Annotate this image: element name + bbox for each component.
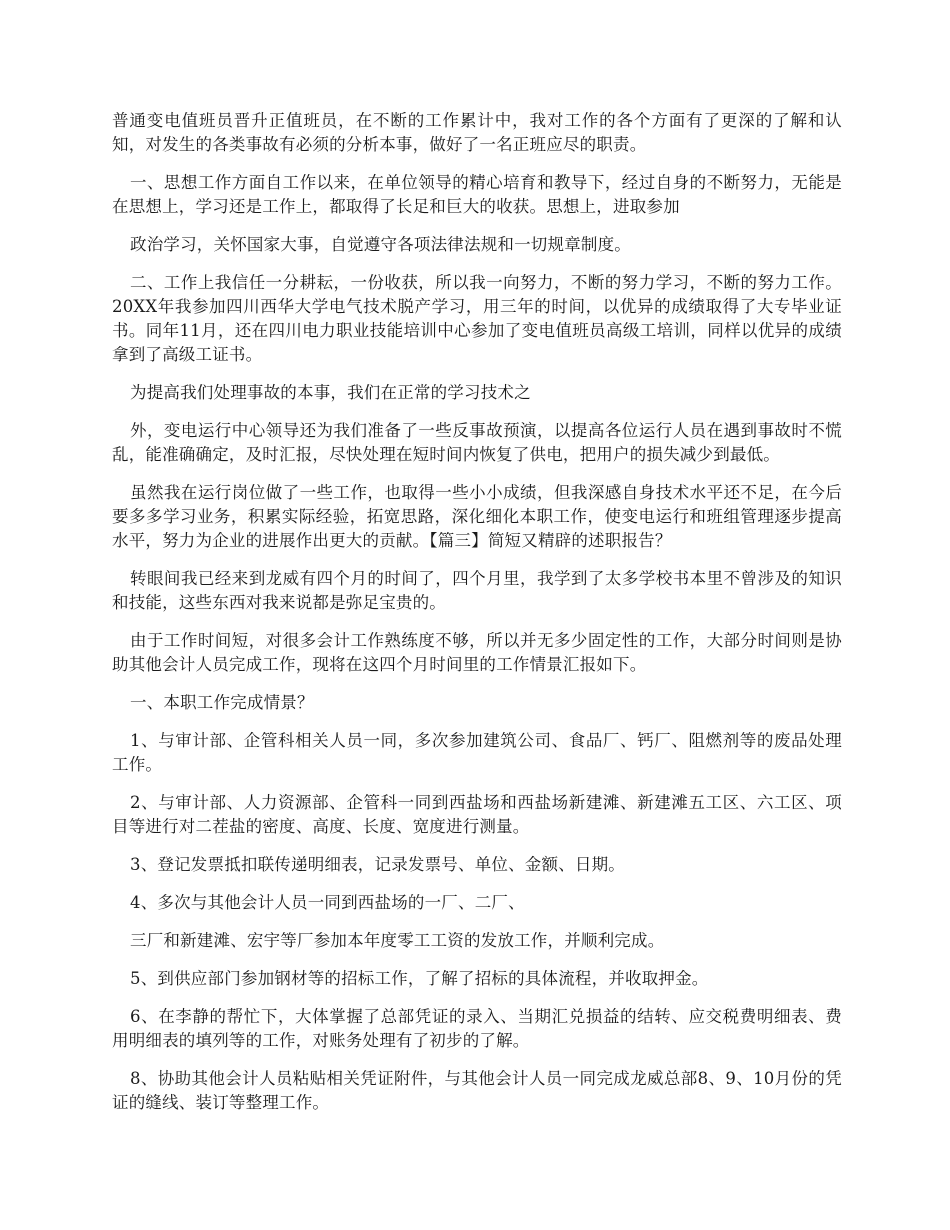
paragraph-self-assessment: 虽然我在运行岗位做了一些工作，也取得一些小小成绩，但我深感自身技术水平还不足，在今后要多多学习业务，积累实际经验，拓宽思路，深化细化本职工作，使变电运行和班组管理逐步提高水平，努力为企业的进展作出更大的贡献。【篇三】简短又精辟的述职报告？ [112,483,842,550]
paragraph-thought-work: 一、思想工作方面自工作以来，在单位领导的精心培育和教导下，经过自身的不断努力，无能是在思想上，学习还是工作上，都取得了长足和巨大的收获。思想上，进取参加 [112,173,842,216]
document-page [112,109,842,1129]
list-item-4: 4、多次与其他会计人员一同到西盐场的一厂、二厂、 [130,893,525,912]
paragraph-drills: 外，变电运行中心领导还为我们准备了一些反事故预演，以提高各位运行人员在遇到事故时不慌乱，能准确确定，及时汇报，尽快处理在短时间内恢复了供电，把用户的损失减少到最低。 [112,421,842,464]
section-heading-duties: 一、本职工作完成情景？ [130,693,314,712]
list-item-3: 3、登记发票抵扣联传递明细表，记录发票号、单位、金额、日期。 [130,855,625,874]
list-item-8: 8、协助其他会计人员粘贴相关凭证附件，与其他会计人员一同完成龙威总部8、9、10月份的凭证的缝线、装订等整理工作。 [112,1069,842,1112]
paragraph-accident-handling: 为提高我们处理事故的本事，我们在正常的学习技术之 [130,383,531,402]
paragraph-four-months: 转眼间我已经来到龙威有四个月的时间了，四个月里，我学到了太多学校书本里不曾涉及的知识和技能，这些东西对我来说都是弥足宝贵的。 [112,569,842,612]
list-item-1: 1、与审计部、企管科相关人员一同，多次参加建筑公司、食品厂、钙厂、阻燃剂等的废品处理工作。 [112,731,842,774]
paragraph-work-effort: 二、工作上我信任一分耕耘，一份收获，所以我一向努力，不断的努力学习，不断的努力工作。20XX年我参加四川西华大学电气技术脱产学习，用三年的时间，以优异的成绩取得了大专毕业证书。同年11月，还在四川电力职业技能培训中心参加了变电值班员高级工培训，同样以优异的成绩拿到了高级工证书。 [112,273,842,364]
paragraph-intro: 普通变电值班员晋升正值班员，在不断的工作累计中，我对工作的各个方面有了更深的了解和认知，对发生的各类事故有必须的分析本事，做好了一名正班应尽的职责。 [112,111,842,154]
paragraph-political-study: 政治学习，关怀国家大事，自觉遵守各项法律法规和一切规章制度。 [130,235,631,254]
list-item-4-continued: 三厂和新建滩、宏宇等厂参加本年度零工工资的发放工作，并顺利完成。 [130,931,665,950]
list-item-5: 5、到供应部门参加钢材等的招标工作，了解了招标的具体流程，并收取押金。 [130,969,709,988]
paragraph-work-summary: 由于工作时间短，对很多会计工作熟练度不够，所以并无多少固定性的工作，大部分时间则是协助其他会计人员完成工作，现将在这四个月时间里的工作情景汇报如下。 [112,631,842,674]
list-item-6: 6、在李静的帮忙下，大体掌握了总部凭证的录入、当期汇兑损益的结转、应交税费明细表、费用明细表的填列等的工作，对账务处理有了初步的了解。 [112,1007,842,1050]
list-item-2: 2、与审计部、人力资源部、企管科一同到西盐场和西盐场新建滩、新建滩五工区、六工区、项目等进行对二茬盐的密度、高度、长度、宽度进行测量。 [112,793,842,836]
